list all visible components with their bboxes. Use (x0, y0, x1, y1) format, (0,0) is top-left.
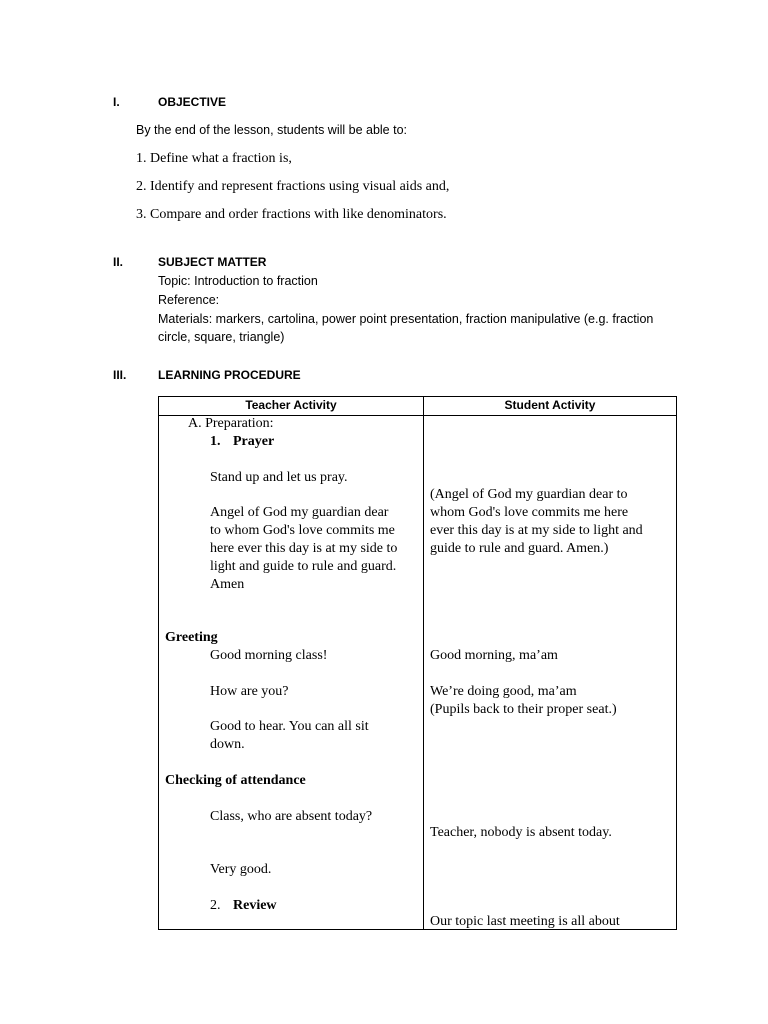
prayer-title: Prayer (233, 434, 275, 449)
preparation-label: A. Preparation: (188, 416, 274, 431)
student-prayer-line-1: (Angel of God my guardian dear to (430, 487, 628, 502)
teacher-activity-header: Teacher Activity (245, 398, 337, 412)
subject-matter-number: II. (113, 255, 124, 269)
teacher-good-to-hear-2: down. (210, 737, 245, 752)
teacher-very-good: Very good. (210, 862, 272, 877)
prayer-number: 1. (210, 434, 221, 449)
student-activity-header: Student Activity (504, 398, 596, 412)
objective-item-3: 3. Compare and order fractions with like denominators. (136, 207, 447, 222)
subject-matter-heading: SUBJECT MATTER (158, 255, 267, 269)
objective-intro: By the end of the lesson, students will be able to: (136, 123, 408, 137)
student-prayer-line-2: whom God's love commits me here (430, 505, 629, 520)
table-column-divider (423, 397, 424, 929)
teacher-prayer-line-4: light and guide to rule and guard. (210, 559, 397, 574)
learning-procedure-heading: LEARNING PROCEDURE (158, 368, 301, 382)
topic-line: Topic: Introduction to fraction (158, 274, 318, 288)
student-prayer-line-3: ever this day is at my side to light and (430, 523, 643, 538)
review-title: Review (233, 898, 277, 913)
attendance-title: Checking of attendance (165, 773, 306, 788)
materials-line-2: circle, square, triangle) (158, 330, 285, 344)
review-number: 2. (210, 898, 221, 913)
objective-heading: OBJECTIVE (158, 95, 227, 109)
reference-line: Reference: (158, 293, 220, 307)
objective-item-1: 1. Define what a fraction is, (136, 151, 292, 166)
teacher-prayer-line-2: to whom God's love commits me (210, 523, 395, 538)
activity-table (158, 396, 677, 930)
student-good-morning: Good morning, ma’am (430, 648, 558, 663)
greeting-title: Greeting (165, 630, 218, 645)
teacher-prayer-line-1: Angel of God my guardian dear (210, 505, 389, 520)
student-doing-good: We’re doing good, ma’am (430, 684, 577, 699)
learning-procedure-number: III. (113, 368, 127, 382)
teacher-prayer-line-5: Amen (210, 577, 245, 592)
objective-item-2: 2. Identify and represent fractions using visual aids and, (136, 179, 450, 194)
teacher-good-to-hear-1: Good to hear. You can all sit (210, 719, 369, 734)
materials-line-1: Materials: markers, cartolina, power point presentation, fraction manipulative (e.g. fraction (158, 312, 654, 326)
teacher-who-absent: Class, who are absent today? (210, 809, 373, 824)
teacher-good-morning: Good morning class! (210, 648, 328, 663)
student-back-to-seat: (Pupils back to their proper seat.) (430, 702, 617, 717)
student-nobody-absent: Teacher, nobody is absent today. (430, 825, 612, 840)
teacher-how-are-you: How are you? (210, 684, 289, 699)
teacher-prayer-line-3: here ever this day is at my side to (210, 541, 398, 556)
stand-up-line: Stand up and let us pray. (210, 470, 348, 485)
student-last-meeting: Our topic last meeting is all about (430, 914, 620, 929)
student-prayer-line-4: guide to rule and guard. Amen.) (430, 541, 609, 556)
objective-number: I. (113, 95, 120, 109)
